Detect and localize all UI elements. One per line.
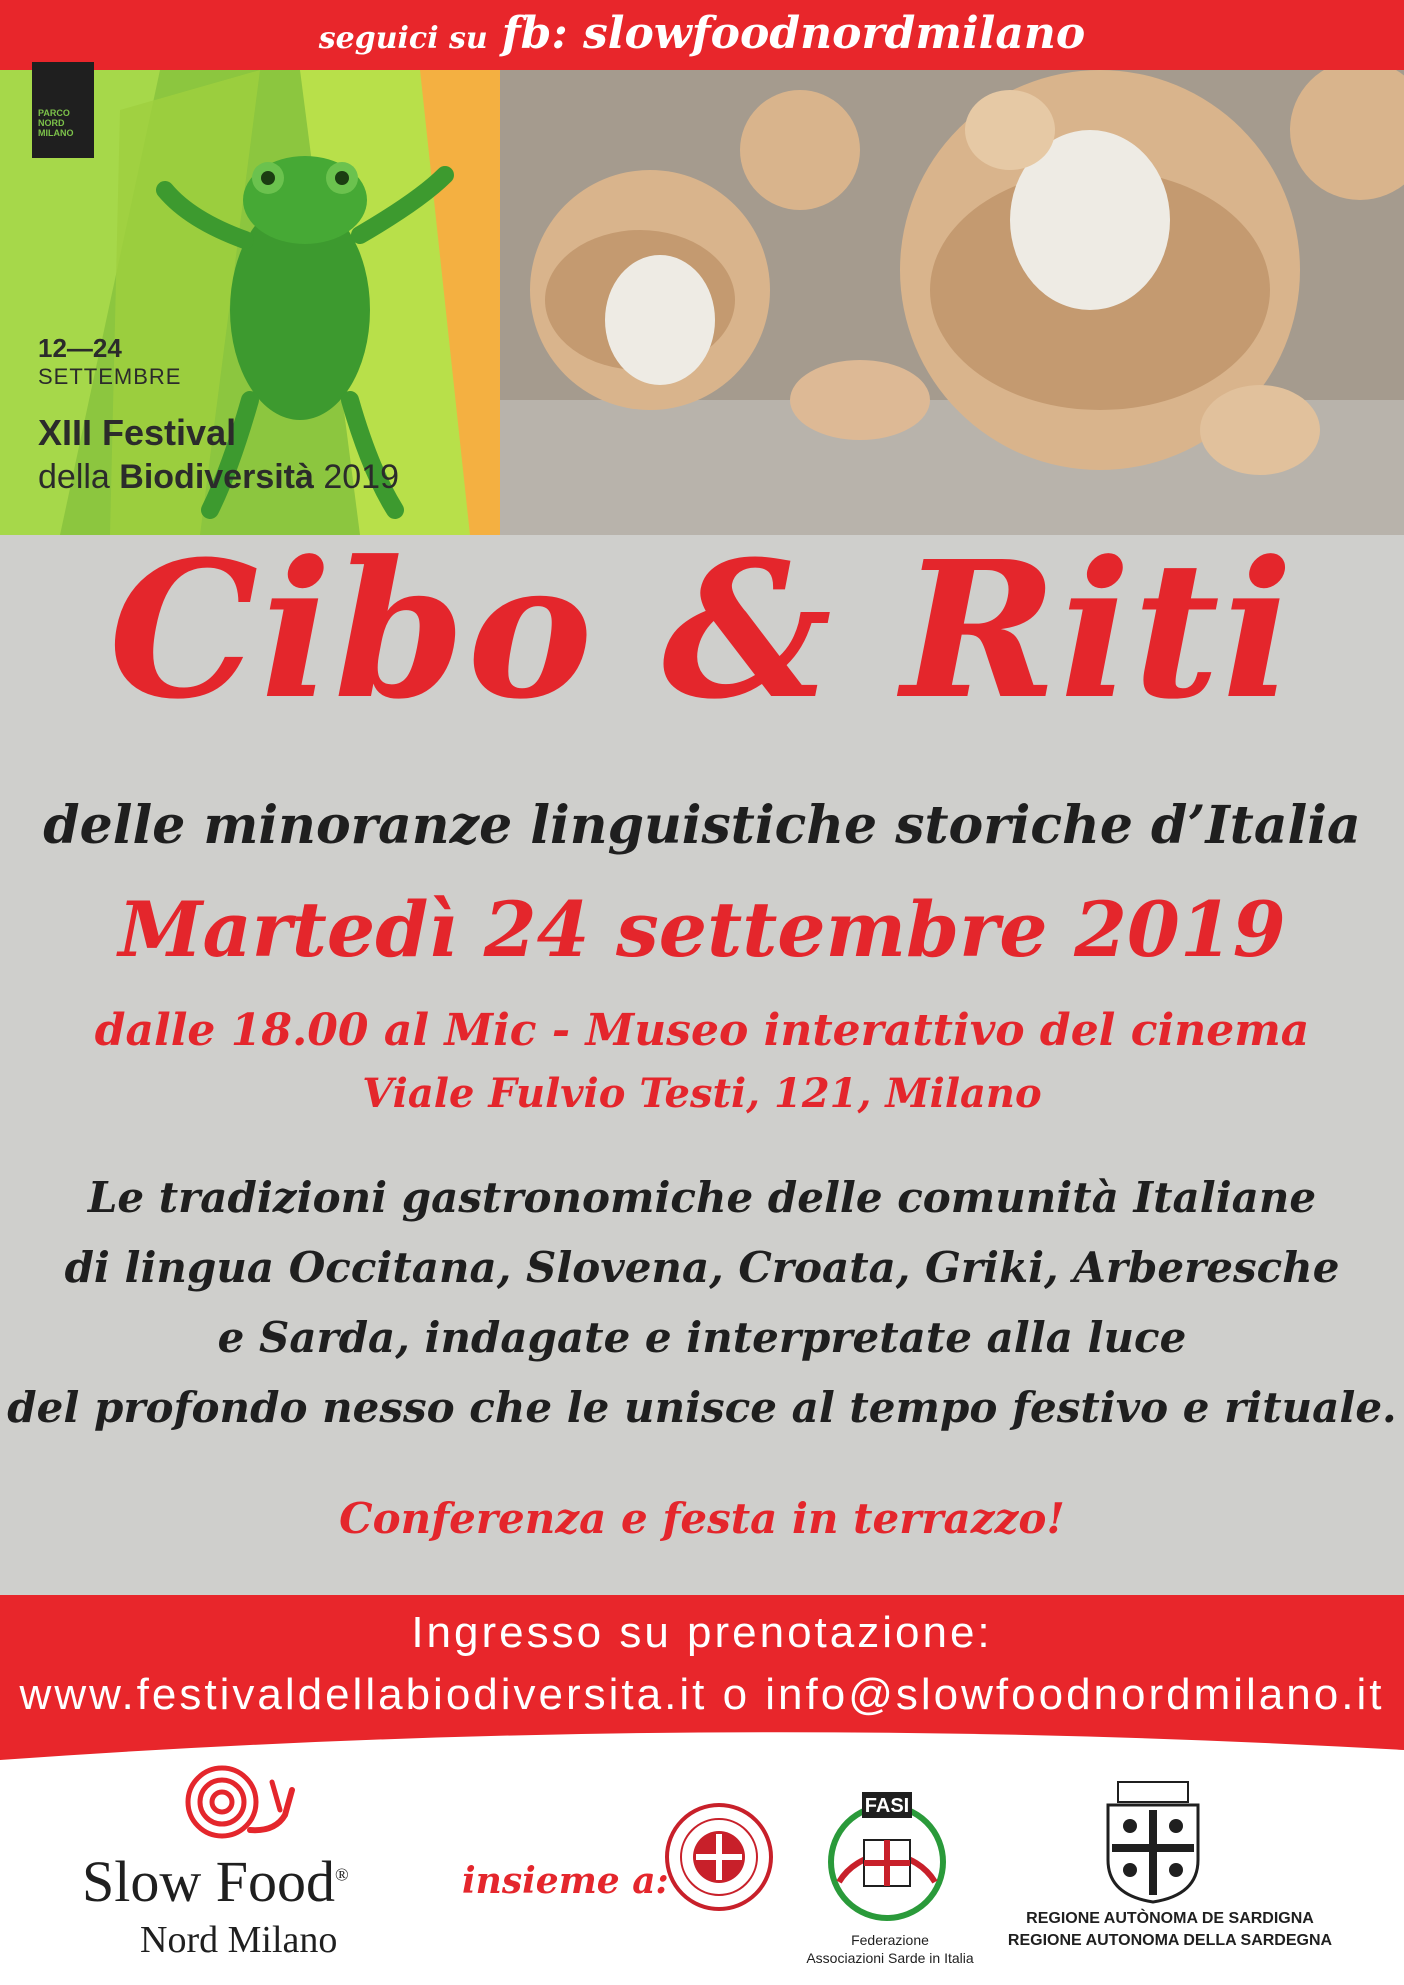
- event-title: Cibo & Riti: [108, 520, 1296, 741]
- festival-name-post: 2019: [313, 458, 399, 496]
- description-line: e Sarda, indagate e interpretate alla luce: [217, 1313, 1187, 1362]
- parco-nord-logo-text: PARCO NORD MILANO: [38, 108, 74, 138]
- social-handle: fb: slowfoodnordmilano: [501, 8, 1086, 59]
- festival-name-pre: della: [38, 458, 120, 496]
- region-caption-line2: REGIONE AUTONOMA DELLA SARDEGNA: [1007, 1932, 1333, 1949]
- description-line: di lingua Occitana, Slovena, Croata, Griki, Arberesche: [64, 1243, 1340, 1292]
- event-subtitle: delle minoranze linguistiche storiche d’Italia: [43, 795, 1361, 856]
- festival-name-bold: Biodiversità: [119, 458, 314, 496]
- booking-heading: Ingresso su prenotazione:: [411, 1608, 993, 1657]
- slowfood-name: [82, 1848, 349, 1915]
- snail-icon: [180, 1760, 300, 1840]
- description-line: Le tradizioni gastronomiche delle comunità Italiane: [87, 1173, 1317, 1222]
- festival-name: [38, 458, 399, 497]
- bread-sculpture-photo: [500, 70, 1404, 535]
- booking-contacts: www.festivaldellabiodiversita.it o info@slowfoodnordmilano.it: [19, 1670, 1385, 1719]
- fasi-caption-line1: Federazione: [851, 1932, 929, 1948]
- registered-mark: ®: [335, 1864, 349, 1885]
- region-caption-line1: REGIONE AUTÒNOMA DE SARDIGNA: [1026, 1910, 1314, 1927]
- social-prefix: seguici su: [318, 21, 488, 56]
- event-closing: Conferenza e festa in terrazzo!: [339, 1494, 1065, 1543]
- slowfood-branch: Nord Milano: [140, 1919, 338, 1961]
- fasi-caption-line2: Associazioni Sarde in Italia: [806, 1950, 974, 1966]
- partners-label: insieme a:: [462, 1860, 669, 1902]
- fasi-label: FASI: [864, 1795, 910, 1817]
- event-time-place: dalle 18.00 al Mic - Museo interattivo del cinema: [94, 1005, 1310, 1056]
- festival-edition: XIII Festival: [38, 412, 237, 453]
- fasi-logo: [822, 1790, 952, 1925]
- regione-sardegna-coat-of-arms: [1098, 1780, 1208, 1905]
- social-follow-banner: [0, 8, 1404, 59]
- event-address: Viale Fulvio Testi, 121, Milano: [362, 1070, 1042, 1117]
- circolo-emilio-lussu-logo: [664, 1802, 774, 1912]
- bread-sculpture-image: [500, 70, 1404, 535]
- description-line: del profondo nesso che le unisce al tempo festivo e rituale.: [7, 1383, 1397, 1432]
- event-date: Martedì 24 settembre 2019: [118, 885, 1286, 974]
- festival-dates: 12—24: [38, 333, 122, 363]
- slowfood-name-text: Slow Food: [82, 1849, 336, 1914]
- festival-month: SETTEMBRE: [38, 364, 182, 389]
